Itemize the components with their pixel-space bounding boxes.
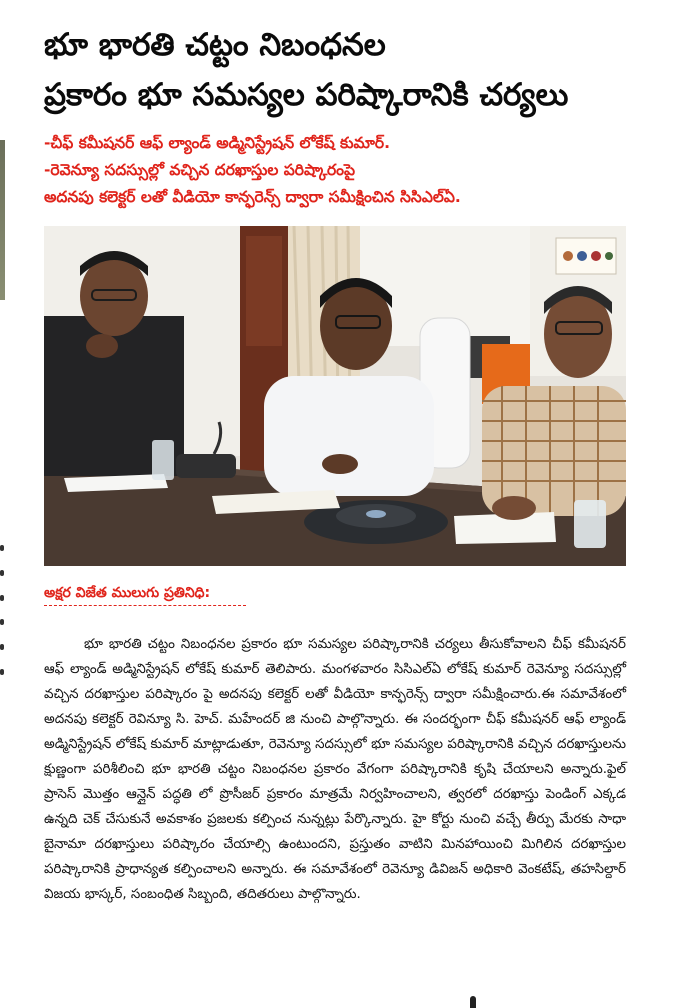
article-body <box>44 632 626 907</box>
byline: అక్షర విజేత ములుగు ప్రతినిధి: <box>44 585 211 601</box>
subheadings <box>44 130 644 211</box>
headline-line-1: భూ భారతి చట్టం నిబంధనల <box>44 27 386 63</box>
news-photo <box>44 226 626 566</box>
adjacent-page-marks <box>0 545 6 675</box>
adjacent-page-edge <box>0 0 5 1008</box>
headline-line-2: ప్రకారం భూ సమస్యల పరిష్కారానికి చర్యలు <box>44 77 569 113</box>
subheading-line-3: అదనపు కలెక్టర్ లతో వీడియో కాన్ఫరెన్స్ ద్వారా సమీక్షించిన సిసిఎల్ఏ. <box>44 188 461 206</box>
subheading-line-1: -చీఫ్ కమీషనర్ ఆఫ్ ల్యాండ్ అడ్మినిస్ట్రేషన్ లోకేష్ కుమార్. <box>44 134 390 152</box>
next-column-mark <box>470 996 476 1008</box>
headline <box>44 20 664 120</box>
article-paragraph: భూ భారతి చట్టం నిబంధనల ప్రకారం భూ సమస్యల పరిష్కారానికి చర్యలు తీసుకోవాలని చీఫ్ కమీషనర్ ఆఫ్ ల్యాండ్ అడ్మినిస్ట్రేషన్ లోకేష్ కుమార్ తెలిపారు. మంగళవారం సిసిఎల్ఏ లోకేష్ కుమార్ రెవెన్యూ సదస్సుల్లో వచ్చిన దరఖాస్తుల పరిష్కారం పై అదనపు కలెక్టర్ లతో వీడియో కాన్ఫరెన్స్ ద్వారా సమీక్షించారు.ఈ సమావేశంలో అదనపు కలెక్టర్ రెవిన్యూ సి. హెచ్. మహేందర్ జి నుంచి పాల్గొన్నారు. ఈ సందర్భంగా చీఫ్ కమీషనర్ ఆఫ్ ల్యాండ్ అడ్మినిస్ట్రేషన్ లోకేష్ కుమార్ మాట్లాడుతూ, రెవెన్యూ సదస్సులో భూ సమస్యల పరిష్కారానికి వచ్చిన దరఖాస్తులను క్షుణ్ణంగా పరిశీలించి భూ భారతి చట్టం నిబంధనల ప్రకారం వేగంగా పరిష్కారానికి కృషి చేయాలని అన్నారు.ఫైల్ ప్రాసెస్ మొత్తం ఆన్లైన్ పద్ధతి లో ప్రొసీజర్ ప్రకారం మాత్రమే నిర్వహించాలని, త్వరలో దరఖాస్తు పెండింగ్ ఎక్కడ ఉన్నది చెక్ చేసుకునే అవకాశం ప్రజలకు కల్పించ నున్నట్లు పేర్కొన్నారు. హై కోర్టు నుంచి వచ్చే తీర్పు మేరకు సాధా బైనామా దరఖాస్తులు పరిష్కారం చేయాల్సి ఉంటుందని, ప్రస్తుతం వాటిని మినహాయించి మిగిలిన దరఖాస్తుల పరిష్కారానికి ప్రాధాన్యత కల్పించాలని అన్నారు. ఈ సమావేశంలో రెవెన్యూ డివిజన్ అధికారి వెంకటేష్, తహసిల్దార్ విజయ భాస్కర్, సంబంధిత సిబ్బంది, తదితరులు పాల్గొన్నారు. <box>44 637 626 902</box>
byline-underline <box>44 605 246 606</box>
subheading-line-2: -రెవెన్యూ సదస్సుల్లో వచ్చిన దరఖాస్తుల పరిష్కారంపై <box>44 161 356 179</box>
